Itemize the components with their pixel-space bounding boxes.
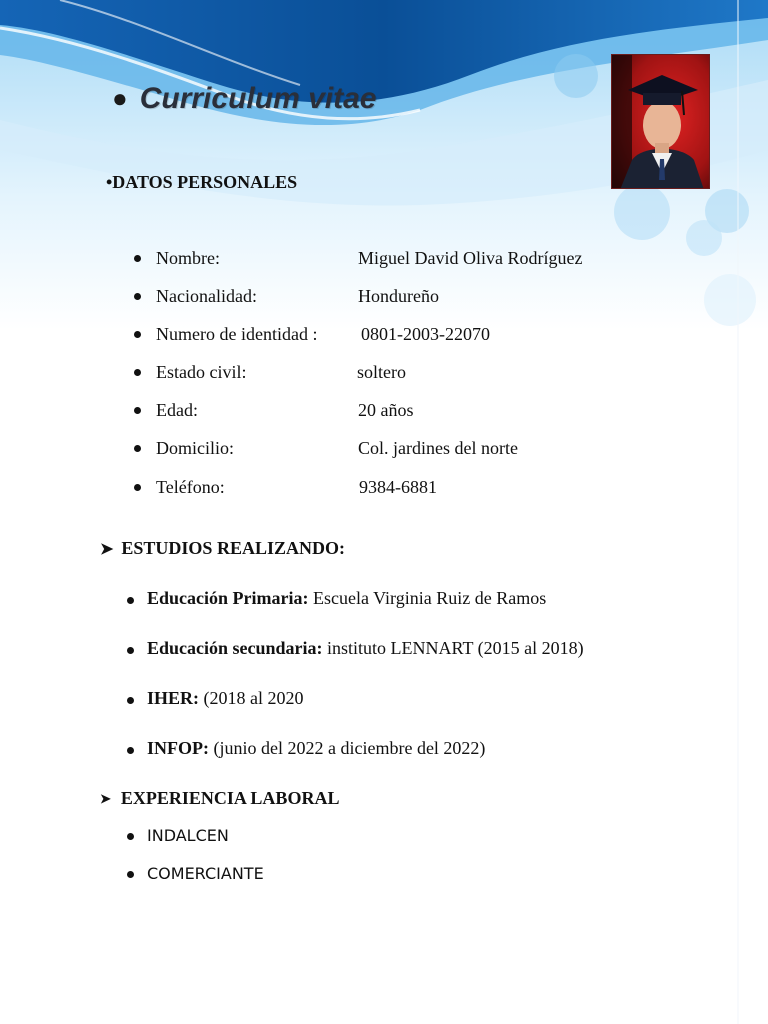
field-value: Hondureño (358, 286, 439, 306)
bullet-icon (134, 484, 141, 491)
experience-heading-text: EXPERIENCIA LABORAL (120, 788, 340, 808)
field-value: 0801-2003-22070 (361, 324, 490, 344)
title-row (112, 82, 376, 116)
bullet-icon (134, 445, 141, 452)
study-item-secondary (147, 638, 584, 659)
arrow-bullet-icon: ➤ (100, 540, 114, 558)
study-value: (2018 al 2020 (199, 688, 304, 708)
study-value: instituto LENNART (2015 al 2018) (322, 638, 584, 658)
bullet-icon (127, 647, 134, 654)
bullet-icon (127, 871, 134, 878)
page-title: Curriculum vitae (139, 82, 377, 115)
study-item-primary (147, 588, 546, 609)
experience-heading (100, 788, 339, 809)
field-value: 20 años (358, 400, 414, 420)
field-value: soltero (357, 362, 406, 382)
study-label: IHER: (147, 688, 200, 708)
studies-heading (100, 538, 345, 559)
field-label: Edad: (156, 400, 198, 420)
bullet-icon (127, 747, 134, 754)
bullet-icon (134, 407, 141, 414)
personal-data-heading: •DATOS PERSONALES (106, 172, 298, 192)
title-bullet: ● (112, 84, 128, 113)
field-label: Teléfono: (156, 477, 225, 497)
field-value: Miguel David Oliva Rodríguez (358, 248, 583, 268)
experience-item-text: INDALCEN (147, 826, 229, 845)
profile-photo (611, 54, 710, 189)
arrow-bullet-icon: ➤ (100, 790, 111, 806)
field-label: Estado civil: (156, 362, 247, 382)
bullet-icon (134, 255, 141, 262)
field-label: Nacionalidad: (156, 286, 257, 306)
studies-heading-text: ESTUDIOS REALIZANDO: (121, 538, 345, 558)
bullet-icon (134, 331, 141, 338)
study-label: Educación Primaria: (147, 588, 309, 608)
experience-item (147, 864, 264, 883)
field-label: Numero de identidad : (156, 324, 318, 344)
study-value: Escuela Virginia Ruiz de Ramos (308, 588, 547, 608)
bullet-icon (127, 833, 134, 840)
field-value: 9384-6881 (359, 477, 437, 497)
bullet-icon (134, 369, 141, 376)
study-item-infop (147, 738, 485, 759)
experience-item (147, 826, 229, 845)
bullet-icon (134, 293, 141, 300)
study-item-iher (147, 688, 304, 709)
bullet-icon (127, 697, 134, 704)
bullet-icon (127, 597, 134, 604)
field-label: Nombre: (156, 248, 220, 268)
study-label: Educación secundaria: (147, 638, 323, 658)
field-label: Domicilio: (156, 438, 234, 458)
study-label: INFOP: (147, 738, 209, 758)
study-value: (junio del 2022 a diciembre del 2022) (209, 738, 486, 758)
field-value: Col. jardines del norte (358, 438, 518, 458)
experience-item-text: COMERCIANTE (147, 864, 264, 883)
